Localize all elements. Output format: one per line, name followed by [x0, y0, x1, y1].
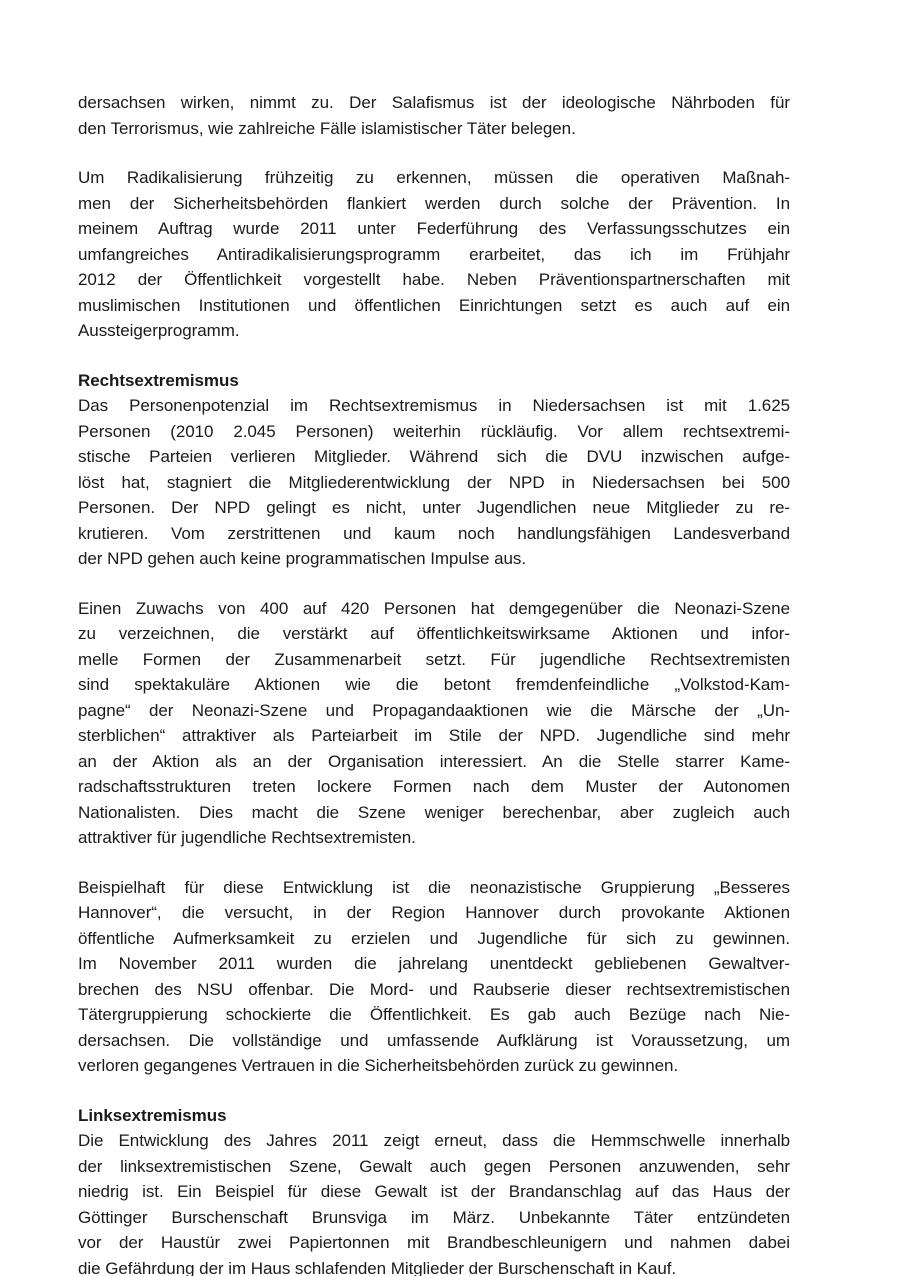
text-line: melle Formen der Zusammenarbeit setzt. Für jugendliche Rechtsextremisten: [78, 649, 790, 669]
paragraph-besseres-hannover: [78, 875, 790, 1079]
text-line: der NPD gehen auch keine programmatischen Impulse aus.: [78, 549, 527, 568]
text-line: dersachsen wirken, nimmt zu. Der Salafismus ist der ideologische Nährboden für: [78, 93, 790, 112]
text-line: der linksextremistischen Szene, Gewalt auch gegen Personen anzuwenden, sehr: [78, 1156, 790, 1176]
text-line: verloren gegangenes Vertrauen in die Sicherheitsbehörden zurück zu gewinnen.: [78, 1056, 679, 1075]
text-line: löst hat, stagniert die Mitgliederentwicklung der NPD in Niedersachsen bei 500: [78, 472, 790, 492]
text-line: pagne“ der Neonazi-Szene und Propagandaaktionen wie die Märsche der „Un-: [78, 700, 790, 720]
text-line: Tätergruppierung schockierte die Öffentlichkeit. Es gab auch Bezüge nach Nie-: [78, 1005, 790, 1024]
text-line: dersachsen. Die vollständige und umfassende Aufklärung ist Voraussetzung, um: [78, 1030, 790, 1050]
text-line: stische Parteien verlieren Mitglieder. Während sich die DVU inzwischen aufge-: [78, 447, 790, 466]
text-line: Beispielhaft für diese Entwicklung ist die neonazistische Gruppierung „Besseres: [78, 877, 790, 897]
heading-linksextremismus-block: [78, 1103, 790, 1276]
paragraph-salafismus: [78, 90, 790, 141]
paragraph-neonazi-szene: [78, 596, 790, 851]
text-line: Im November 2011 wurden die jahrelang unentdeckt gebliebenen Gewaltver-: [78, 954, 790, 973]
text-line: Hannover“, die versucht, in der Region Hannover durch provokante Aktionen: [78, 903, 790, 922]
text-line: sind spektakuläre Aktionen wie die betont fremdenfeindliche „Volkstod-Kam-: [78, 675, 790, 694]
text-column: [78, 90, 790, 1276]
text-line: brechen des NSU offenbar. Die Mord- und Raubserie dieser rechtsextremistischen: [78, 979, 790, 999]
heading-linksextremismus: Linksextremismus: [78, 1105, 227, 1125]
text-line: den Terrorismus, wie zahlreiche Fälle islamistischer Täter belegen.: [78, 118, 576, 138]
heading-rechtsextremismus-block: [78, 368, 790, 572]
text-line: Personen. Der NPD gelingt es nicht, unter Jugendlichen neue Mitglieder zu re-: [78, 498, 790, 517]
text-line: umfangreiches Antiradikalisierungsprogramm erarbeitet, das ich im Frühjahr: [78, 244, 790, 264]
text-line: Das Personenpotenzial im Rechtsextremismus in Niedersachsen ist mit 1.625: [78, 396, 790, 415]
text-line: Aussteigerprogramm.: [78, 321, 240, 340]
text-line: krutieren. Vom zerstrittenen und kaum noch handlungsfähigen Landesverband: [78, 523, 790, 543]
text-line: meinem Auftrag wurde 2011 unter Federführung des Verfassungsschutzes ein: [78, 219, 790, 238]
text-line: radschaftsstrukturen treten lockere Formen nach dem Muster der Autonomen: [78, 777, 790, 796]
text-line: vor der Haustür zwei Papiertonnen mit Brandbeschleunigern und nahmen dabei: [78, 1233, 790, 1252]
text-line: Personen (2010 2.045 Personen) weiterhin rückläufig. Vor allem rechtsextremi-: [78, 421, 790, 441]
text-line: Einen Zuwachs von 400 auf 420 Personen hat demgegenüber die Neonazi-Szene: [78, 598, 790, 618]
text-line: Göttinger Burschenschaft Brunsviga im März. Unbekannte Täter entzündeten: [78, 1207, 790, 1227]
paragraph-linksextremismus-gewalt: [78, 1128, 790, 1276]
paragraph-personenpotenzial: [78, 393, 790, 572]
text-line: Die Entwicklung des Jahres 2011 zeigt erneut, dass die Hemmschwelle innerhalb: [78, 1131, 790, 1150]
text-line: niedrig ist. Ein Beispiel für diese Gewalt ist der Brandanschlag auf das Haus der: [78, 1182, 790, 1201]
text-line: öffentliche Aufmerksamkeit zu erzielen und Jugendliche für sich zu gewinnen.: [78, 928, 790, 948]
heading-rechtsextremismus: Rechtsextremismus: [78, 370, 239, 390]
text-line: sterblichen“ attraktiver als Parteiarbeit im Stile der NPD. Jugendliche sind mehr: [78, 726, 790, 745]
paragraph-radikalisierung: [78, 165, 790, 344]
text-line: men der Sicherheitsbehörden flankiert werden durch solche der Prävention. In: [78, 193, 790, 213]
text-line: attraktiver für jugendliche Rechtsextremisten.: [78, 828, 416, 847]
text-line: zu verzeichnen, die verstärkt auf öffentlichkeitswirksame Aktionen und infor-: [78, 624, 790, 643]
text-line: Nationalisten. Dies macht die Szene weniger berechenbar, aber zugleich auch: [78, 802, 790, 822]
text-line: die Gefährdung der im Haus schlafenden Mitglieder der Burschenschaft in Kauf.: [78, 1258, 677, 1276]
text-line: an der Aktion als an der Organisation interessiert. An die Stelle starrer Kame-: [78, 751, 790, 771]
text-line: muslimischen Institutionen und öffentlichen Einrichtungen setzt es auch auf ein: [78, 295, 790, 315]
text-line: 2012 der Öffentlichkeit vorgestellt habe. Neben Präventionspartnerschaften mit: [78, 270, 790, 289]
text-line: Um Radikalisierung frühzeitig zu erkennen, müssen die operativen Maßnah-: [78, 168, 790, 187]
